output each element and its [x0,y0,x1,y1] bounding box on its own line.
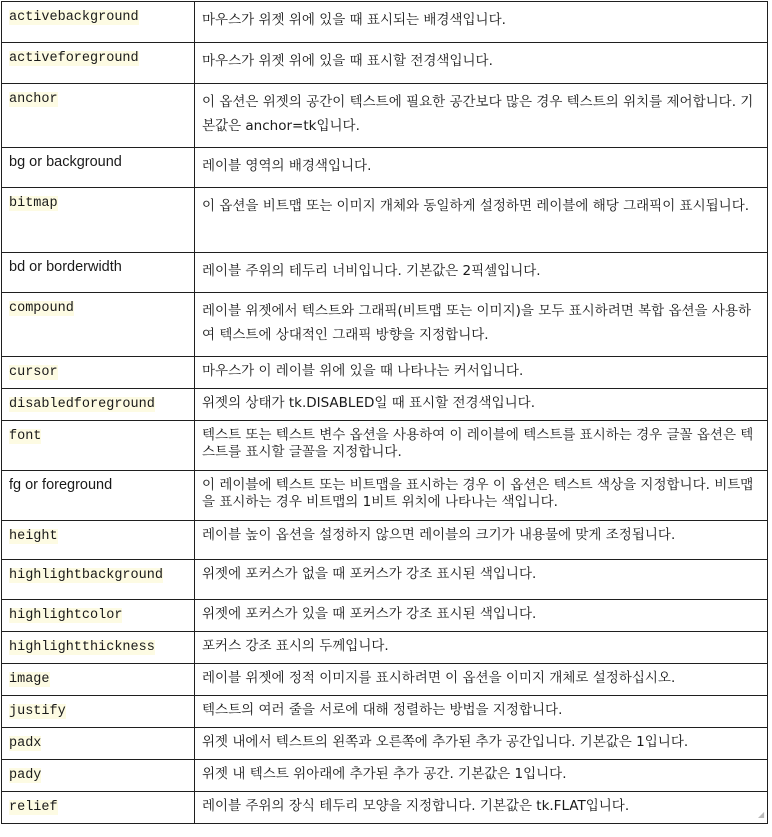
option-name: highlightbackground [9,568,163,583]
label-options-table [1,1,768,824]
description-cell [195,421,768,471]
option-cell [2,253,195,293]
option-description: 텍스트의 여러 줄을 서로에 대해 정렬하는 방법을 지정합니다. [202,702,563,718]
description-cell [195,2,768,43]
table-row [2,471,768,521]
option-cell [2,389,195,421]
option-cell [2,521,195,560]
option-description: 위젯 내 텍스트 위아래에 추가된 추가 공간. 기본값은 1입니다. [202,766,567,782]
option-name: bitmap [9,196,58,211]
option-name: height [9,529,58,544]
option-name: activeforeground [9,51,139,66]
option-description: 위젯의 상태가 tk.DISABLED일 때 표시할 전경색입니다. [202,395,535,411]
option-cell [2,664,195,696]
option-cell [2,43,195,84]
description-cell [195,43,768,84]
table-row [2,421,768,471]
option-description: 마우스가 위젯 위에 있을 때 표시할 전경색입니다. [202,53,493,69]
option-cell [2,357,195,389]
option-name: activebackground [9,10,139,25]
option-name: justify [9,704,66,719]
option-cell [2,84,195,148]
description-cell [195,632,768,664]
option-description: 레이블 위젯에 정적 이미지를 표시하려면 이 옵션을 이미지 개체로 설정하십시오. [202,670,676,686]
option-description: 위젯에 포커스가 없을 때 포커스가 강조 표시된 색입니다. [202,566,537,582]
option-cell [2,696,195,728]
table-row [2,696,768,728]
option-cell [2,560,195,600]
table-row [2,760,768,792]
option-cell [2,471,195,521]
option-description: 텍스트 또는 텍스트 변수 옵션을 사용하여 이 레이블에 텍스트를 표시하는 경우 글꼴 옵션은 텍스트를 표시할 글꼴을 지정합니다. [202,427,754,460]
description-cell [195,357,768,389]
description-cell [195,521,768,560]
description-cell [195,389,768,421]
description-cell [195,253,768,293]
option-name: fg or foreground [9,477,113,493]
option-cell [2,632,195,664]
table-row [2,253,768,293]
option-cell [2,188,195,253]
description-cell [195,664,768,696]
description-cell [195,293,768,357]
option-description: 위젯 내에서 텍스트의 왼쪽과 오른쪽에 추가된 추가 공간입니다. 기본값은 1입니다. [202,734,689,750]
option-name: font [9,429,42,444]
option-name: relief [9,800,58,815]
table-row [2,188,768,253]
description-cell [195,560,768,600]
option-cell [2,148,195,188]
option-description: 마우스가 위젯 위에 있을 때 표시되는 배경색입니다. [202,12,506,28]
option-description: 레이블 영역의 배경색입니다. [202,158,372,174]
description-cell [195,188,768,253]
option-description: 이 옵션을 비트맵 또는 이미지 개체와 동일하게 설정하면 레이블에 해당 그래픽이 표시됩니다. [202,198,750,214]
resize-handle-icon[interactable]: ◢ [758,810,765,819]
option-description: 레이블 주위의 테두리 너비입니다. 기본값은 2픽셀입니다. [202,263,541,279]
description-cell [195,728,768,760]
table-row [2,728,768,760]
option-description: 이 레이블에 텍스트 또는 비트맵을 표시하는 경우 이 옵션은 텍스트 색상을 지정합니다. 비트맵을 표시하는 경우 비트맵의 1비트 위치에 나타나는 색입니다. [202,477,754,510]
table-row [2,600,768,632]
table-row [2,521,768,560]
table-row [2,2,768,43]
option-name: compound [9,301,74,316]
option-description: 마우스가 이 레이블 위에 있을 때 나타나는 커서입니다. [202,363,524,379]
option-name: bd or borderwidth [9,259,122,275]
option-description: 레이블 위젯에서 텍스트와 그래픽(비트맵 또는 이미지)을 모두 표시하려면 복합 옵션을 사용하여 텍스트에 상대적인 그래픽 방향을 지정합니다. [202,303,752,343]
table-row [2,43,768,84]
option-name: disabledforeground [9,397,155,412]
table-row [2,792,768,824]
table-row [2,293,768,357]
option-description: 이 옵션은 위젯의 공간이 텍스트에 필요한 공간보다 많은 경우 텍스트의 위치를 제어합니다. 기본값은 anchor=tk입니다. [202,94,754,134]
option-cell [2,792,195,824]
option-name: highlightcolor [9,608,123,623]
table-row [2,664,768,696]
option-cell [2,728,195,760]
table-row [2,84,768,148]
option-description: 위젯에 포커스가 있을 때 포커스가 강조 표시된 색입니다. [202,606,537,622]
option-cell [2,2,195,43]
description-cell [195,84,768,148]
option-name: anchor [9,92,58,107]
description-cell [195,760,768,792]
table-row [2,389,768,421]
option-name: pady [9,768,42,783]
option-name: bg or background [9,154,122,170]
option-description: 포커스 강조 표시의 두께입니다. [202,638,389,654]
table-row [2,148,768,188]
table-row [2,632,768,664]
description-cell [195,696,768,728]
table-row [2,560,768,600]
option-name: padx [9,736,42,751]
description-cell [195,471,768,521]
option-name: image [9,672,50,687]
description-cell [195,600,768,632]
option-description: 레이블 주위의 장식 테두리 모양을 지정합니다. 기본값은 tk.FLAT입니다. [202,798,630,814]
description-cell [195,792,768,824]
option-cell [2,760,195,792]
option-name: cursor [9,365,58,380]
description-cell [195,148,768,188]
option-cell [2,421,195,471]
table-row [2,357,768,389]
option-cell [2,600,195,632]
option-description: 레이블 높이 옵션을 설정하지 않으면 레이블의 크기가 내용물에 맞게 조정됩니다. [202,527,676,543]
option-cell [2,293,195,357]
option-name: highlightthickness [9,640,155,655]
